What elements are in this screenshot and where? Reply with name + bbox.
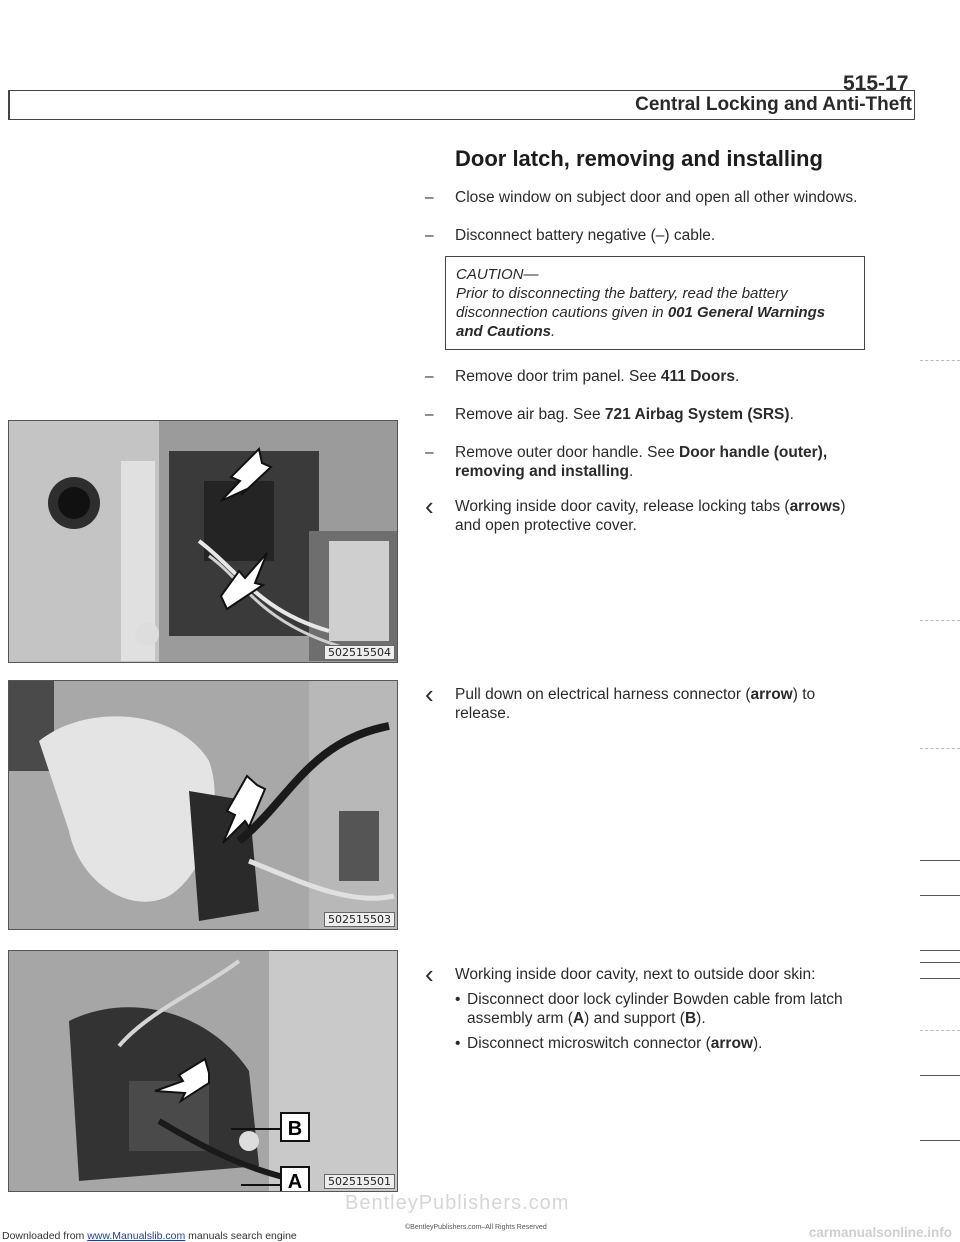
page-number: 515-17 [843,72,909,95]
caution-box [445,256,865,350]
bullet-list [455,990,865,1053]
scan-mark [920,748,960,749]
pointer-arrow-icon: ‹ [425,959,434,989]
figure-protective-cover [8,420,398,663]
scan-mark [920,860,960,861]
scan-mark [920,360,960,361]
note-pull-connector [425,679,865,723]
scan-mark [920,1030,960,1031]
dash-bullet: – [425,368,434,385]
bullet-item: • Disconnect microswitch connector (arrow). [455,1034,865,1053]
figure-id: 502515504 [324,645,395,660]
figure-photo [9,421,398,663]
dash-bullet: – [425,189,434,206]
caution-body: Prior to disconnecting the battery, read the battery disconnection cautions given in 001 General Warnings and Cautions. [456,285,826,340]
caution-title: CAUTION— [456,266,539,283]
scan-mark [920,1140,960,1141]
scan-mark [920,620,960,621]
step-text: Remove door trim panel. See 411 Doors. [455,368,740,385]
scan-mark [920,950,960,951]
reference-link[interactable]: 411 Doors [660,368,736,385]
pointer-arrow-icon: ‹ [425,491,434,521]
step-disconnect-battery [425,226,865,245]
reference-link[interactable]: Door handle (outer), removing and installing [455,444,828,480]
note-text: Working inside door cavity, release locking tabs (arrows) and open protective cover. [455,498,846,534]
step-remove-airbag [425,405,865,424]
step-remove-handle [425,443,865,481]
step-text: Remove air bag. See 721 Airbag System (SRS). [455,406,794,423]
scan-mark [920,895,960,896]
reference-link[interactable]: 721 Airbag System (SRS) [604,406,790,423]
scan-mark [920,962,960,963]
caution-reference-link[interactable]: 001 General Warnings and Cautions [456,304,826,340]
figure-label-b: B [287,1118,303,1140]
figure-lock-cylinder-cable [8,950,398,1192]
step-text: Close window on subject door and open all other windows. [455,189,858,206]
bullet-item: • Disconnect door lock cylinder Bowden cable from latch assembly arm (A) and support (B). [455,990,865,1028]
figure-photo [9,681,398,930]
dash-bullet: – [425,406,434,423]
section-title: Central Locking and Anti-Theft [635,94,912,115]
figure-photo [9,951,398,1192]
figure-id: 502515501 [324,1174,395,1189]
step-remove-trim [425,367,865,386]
step-close-window [425,188,865,207]
note-text: Pull down on electrical harness connector (arrow) to release. [455,686,816,722]
scan-mark [920,1075,960,1076]
manualslib-link[interactable]: www.Manualslib.com [87,1230,186,1242]
figure-id: 502515503 [324,912,395,927]
procedure-heading: Door latch, removing and installing [455,146,823,171]
figure-label-a: A [287,1171,303,1192]
note-text: Working inside door cavity, next to outside door skin: [455,966,816,983]
download-notice: Downloaded from www.Manualslib.com manuals search engine [2,1230,297,1242]
dash-bullet: – [425,227,434,244]
site-watermark: carmanualsonline.info [808,1225,952,1240]
copyright-notice: ©BentleyPublishers.com–All Rights Reserved [405,1224,547,1231]
step-text: Disconnect battery negative (–) cable. [455,227,716,244]
pointer-arrow-icon: ‹ [425,679,434,709]
dash-bullet: – [425,444,434,461]
bentley-watermark: BentleyPublishers.com [345,1192,570,1214]
note-release-tabs [425,491,865,535]
step-text: Remove outer door handle. See Door handle (outer), removing and installing. [455,444,828,480]
note-door-skin [425,959,865,1059]
scan-mark [920,978,960,979]
figure-harness-connector [8,680,398,930]
